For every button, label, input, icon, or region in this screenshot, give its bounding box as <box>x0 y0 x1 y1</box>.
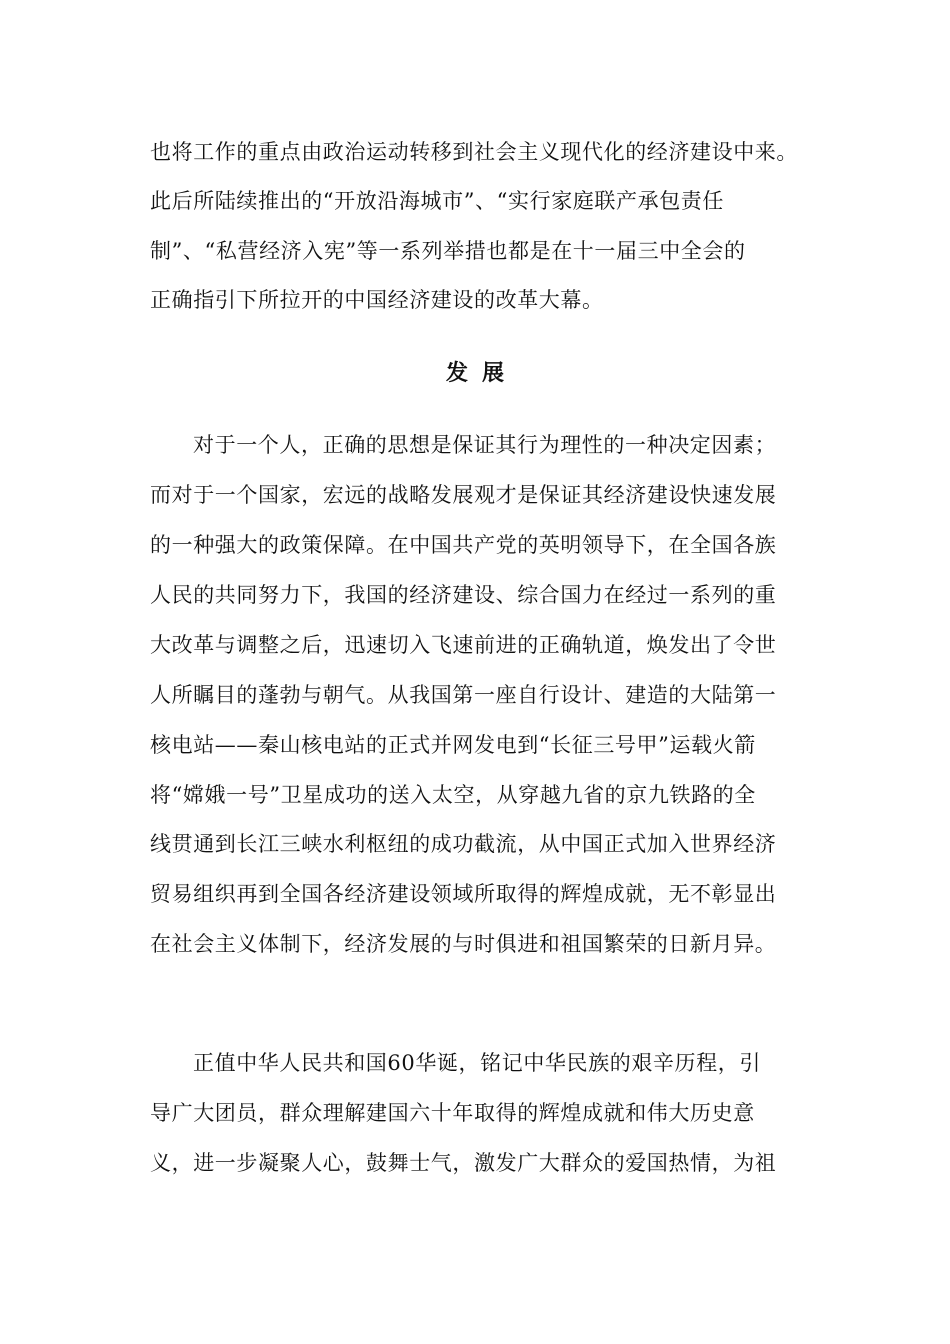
paragraph-line: 贸易组织再到全国各经济建设领域所取得的辉煌成就，无不彰显出 <box>150 882 777 906</box>
paragraph-line: 在社会主义体制下，经济发展的与时俱进和祖国繁荣的日新月异。 <box>150 932 777 956</box>
paragraph-line: 大改革与调整之后，迅速切入飞速前进的正确轨道，焕发出了令世 <box>150 633 777 657</box>
paragraph-line: 人所瞩目的蓬勃与朝气。从我国第一座自行设计、建造的大陆第一 <box>150 683 777 707</box>
paragraph-line: 义，进一步凝聚人心，鼓舞士气，激发广大群众的爱国热情，为祖 <box>150 1151 777 1175</box>
paragraph-line: 此后所陆续推出的“开放沿海城市”、“实行家庭联产承包责任 <box>150 189 725 213</box>
paragraph-line: 也将工作的重点由政治运动转移到社会主义现代化的经济建设中来。 <box>150 140 798 164</box>
paragraph-line: 正确指引下所拉开的中国经济建设的改革大幕。 <box>150 288 604 312</box>
paragraph-line: 对于一个人，正确的思想是保证其行为理性的一种决定因素； <box>193 433 777 457</box>
paragraph-line: 正值中华人民共和国60华诞，铭记中华民族的艰辛历程，引 <box>193 1051 761 1075</box>
paragraph-line: 线贯通到长江三峡水利枢纽的成功截流，从中国正式加入世界经济 <box>150 832 777 856</box>
paragraph-line: 人民的共同努力下，我国的经济建设、综合国力在经过一系列的重 <box>150 583 777 607</box>
paragraph-line: 核电站——秦山核电站的正式并网发电到“长征三号甲”运载火箭 <box>150 733 756 757</box>
paragraph-line: 而对于一个国家，宏远的战略发展观才是保证其经济建设快速发展 <box>150 483 777 507</box>
paragraph-line: 的一种强大的政策保障。在中国共产党的英明领导下，在全国各族 <box>150 533 777 557</box>
paragraph-line: 将“嫦娥一号”卫星成功的送入太空，从穿越九省的京九铁路的全 <box>150 783 756 807</box>
section-heading: 发展 <box>445 360 518 386</box>
paragraph-line: 制”、“私营经济入宪”等一系列举措也都是在十一届三中全会的 <box>150 239 746 263</box>
paragraph-line: 导广大团员，群众理解建国六十年取得的辉煌成就和伟大历史意 <box>150 1101 755 1125</box>
